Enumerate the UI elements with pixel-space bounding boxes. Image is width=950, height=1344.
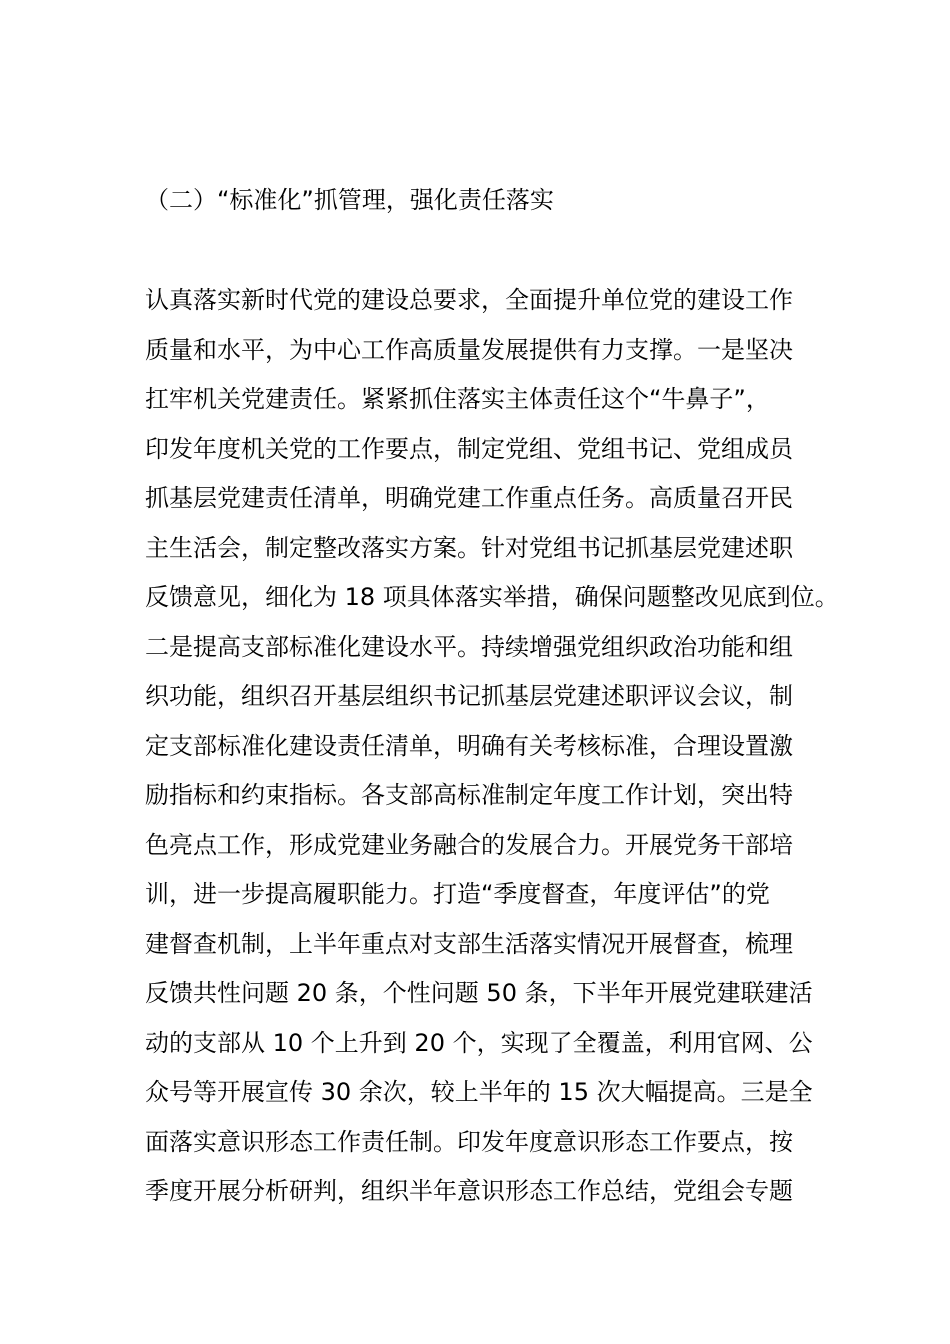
paragraph-line: 反馈共性问题 20 条，个性问题 50 条，下半年开展党建联建活 — [145, 979, 813, 1007]
paragraph-line: 面落实意识形态工作责任制。印发年度意识形态工作要点，按 — [145, 1127, 793, 1156]
paragraph-line: 反馈意见，细化为 18 项具体落实举措，确保问题整改见底到位。 — [145, 583, 839, 611]
paragraph-line: 主生活会，制定整改落实方案。针对党组书记抓基层党建述职 — [145, 533, 793, 562]
paragraph-line: 织功能，组织召开基层组织书记抓基层党建述职评议会议，制 — [145, 682, 793, 710]
paragraph-line: 励指标和约束指标。各支部高标准制定年度工作计划，突出特 — [145, 781, 793, 809]
paragraph-line: 认真落实新时代党的建设总要求，全面提升单位党的建设工作 — [145, 286, 793, 314]
paragraph-line: 定支部标准化建设责任清单，明确有关考核标准，合理设置激 — [145, 731, 793, 760]
paragraph-line: 动的支部从 10 个上升到 20 个，实现了全覆盖，利用官网、公 — [145, 1028, 813, 1057]
body-paragraph — [145, 276, 839, 1217]
paragraph-line: 训，进一步提高履职能力。打造“季度督查，年度评估”的党 — [145, 880, 770, 908]
paragraph-line: 色亮点工作，形成党建业务融合的发展合力。开展党务干部培 — [145, 830, 793, 859]
paragraph-line: 二是提高支部标准化建设水平。持续增强党组织政治功能和组 — [145, 632, 793, 661]
paragraph-line: 质量和水平，为中心工作高质量发展提供有力支撑。一是坚决 — [145, 335, 793, 364]
section-heading: （二）“标准化”抓管理，强化责任落实 — [145, 186, 554, 214]
paragraph-line: 印发年度机关党的工作要点，制定党组、党组书记、党组成员 — [145, 434, 793, 463]
paragraph-line: 扛牢机关党建责任。紧紧抓住落实主体责任这个“牛鼻子”， — [145, 385, 770, 413]
paragraph-line: 众号等开展宣传 30 余次，较上半年的 15 次大幅提高。三是全 — [145, 1078, 813, 1106]
paragraph-line: 季度开展分析研判，组织半年意识形态工作总结，党组会专题 — [145, 1177, 793, 1205]
paragraph-line: 抓基层党建责任清单，明确党建工作重点任务。高质量召开民 — [145, 484, 793, 512]
paragraph-line: 建督查机制，上半年重点对支部生活落实情况开展督查，梳理 — [145, 929, 793, 958]
